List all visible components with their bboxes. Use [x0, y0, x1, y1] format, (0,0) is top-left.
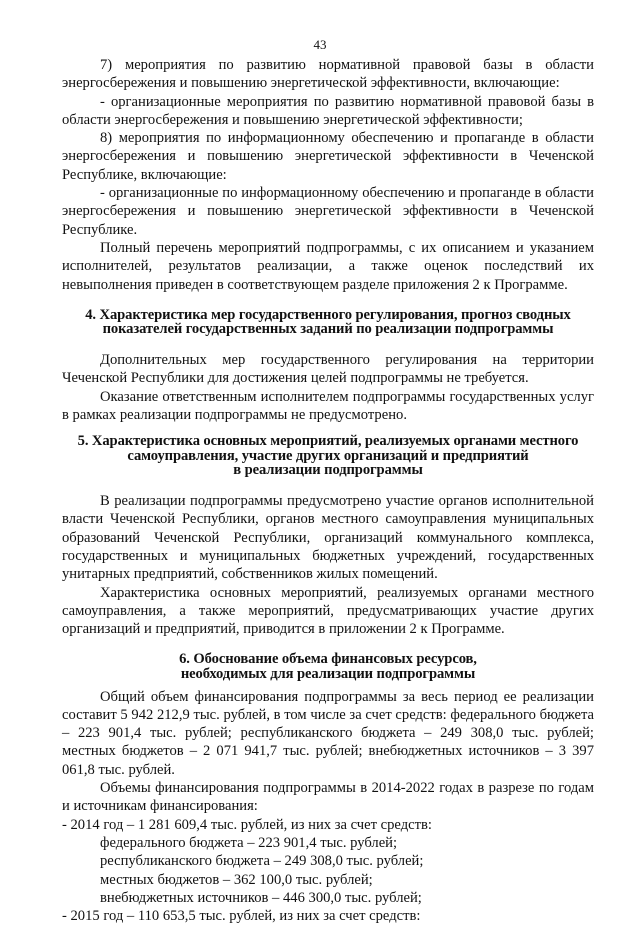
heading-line: показателей государственных заданий по реализации подпрограммы: [102, 321, 554, 338]
paragraph: - организационные мероприятия по развитию нормативной правовой базы в области энергосбережения и повышению энергетической эффективности;: [62, 93, 594, 128]
paragraph: - организационные по информационному обеспечению и пропаганде в области энергосбережения и повышению энергетической эффективности в Чеченской Республике.: [62, 185, 594, 238]
page-content: [62, 56, 594, 925]
paragraph: Оказание ответственным исполнителем подпрограммы государственных услуг в рамках реализации подпрограммы не предусмотрено.: [62, 388, 594, 423]
funding-item: местных бюджетов – 362 100,0 тыс. рублей;: [100, 871, 373, 888]
year-2015-line: - 2015 год – 110 653,5 тыс. рублей, из них за счет средств:: [62, 908, 421, 925]
funding-item: республиканского бюджета – 249 308,0 тыс. рублей;: [100, 853, 424, 870]
paragraph: Общий объем финансирования подпрограммы за весь период ее реализации составит 5 942 212,9 тыс. рублей, в том числе за счет средств: федерального бюджета – 223 901,4 тыс. рублей; республиканского бюджета – 249 308,0 тыс. рублей; местных бюджетов – 2 071 941,7 тыс. рублей; внебюджетных источников – 3 397 061,8 тыс. рублей.: [62, 688, 594, 778]
page-number: 43: [313, 37, 327, 52]
heading-line: в реализации подпрограммы: [233, 462, 423, 479]
paragraph: 8) мероприятия по информационному обеспечению и пропаганде в области энергосбережения и повышению энергетической эффективности в Чеченской Республике, включающие:: [62, 130, 594, 183]
heading-line: самоуправления, участие других организаций и предприятий: [127, 447, 529, 464]
section-5-heading: [62, 434, 594, 478]
funding-item: федерального бюджета – 223 901,4 тыс. рублей;: [100, 834, 398, 851]
paragraph: 7) мероприятия по развитию нормативной правовой базы в области энергосбережения и повышению энергетической эффективности, включающие:: [62, 57, 594, 92]
heading-line: 6. Обоснование объема финансовых ресурсов,: [179, 651, 477, 668]
section-4-heading: [62, 308, 594, 337]
paragraph: В реализации подпрограммы предусмотрено участие органов исполнительной власти Чеченской Республики, органов местного самоуправления муниципальных образований Чеченской Республики, организаций коммунального комплекса, государственных и муниципальных бюджетных учреждений, государственных унитарных предприятий, собственников жилых помещений.: [62, 493, 594, 583]
heading-line: необходимых для реализации подпрограммы: [180, 665, 476, 682]
paragraph: Дополнительных мер государственного регулирования на территории Чеченской Республики для достижения целей подпрограммы не требуется.: [62, 352, 594, 387]
heading-line: 5. Характеристика основных мероприятий, реализуемых органами местного: [77, 433, 579, 450]
paragraph: Полный перечень мероприятий подпрограммы, с их описанием и указанием исполнителей, результатов реализации, а также оценок последствий их невыполнения приведен в соответствующем разделе приложения 2 к Программе.: [62, 239, 594, 293]
heading-line: 4. Характеристика мер государственного регулирования, прогноз сводных: [85, 306, 571, 323]
funding-item: внебюджетных источников – 446 300,0 тыс. рублей;: [100, 889, 422, 906]
year-2014-line: - 2014 год – 1 281 609,4 тыс. рублей, из них за счет средств:: [62, 816, 432, 833]
section-6-heading: [62, 652, 594, 681]
paragraph: Характеристика основных мероприятий, реализуемых органами местного самоуправления, а также мероприятий, предусматривающих участие других организаций и предприятий, приводится в приложении 2 к Программе.: [62, 584, 594, 638]
paragraph: Объемы финансирования подпрограммы в 2014-2022 годах в разрезе по годам и источникам финансирования:: [62, 780, 594, 815]
